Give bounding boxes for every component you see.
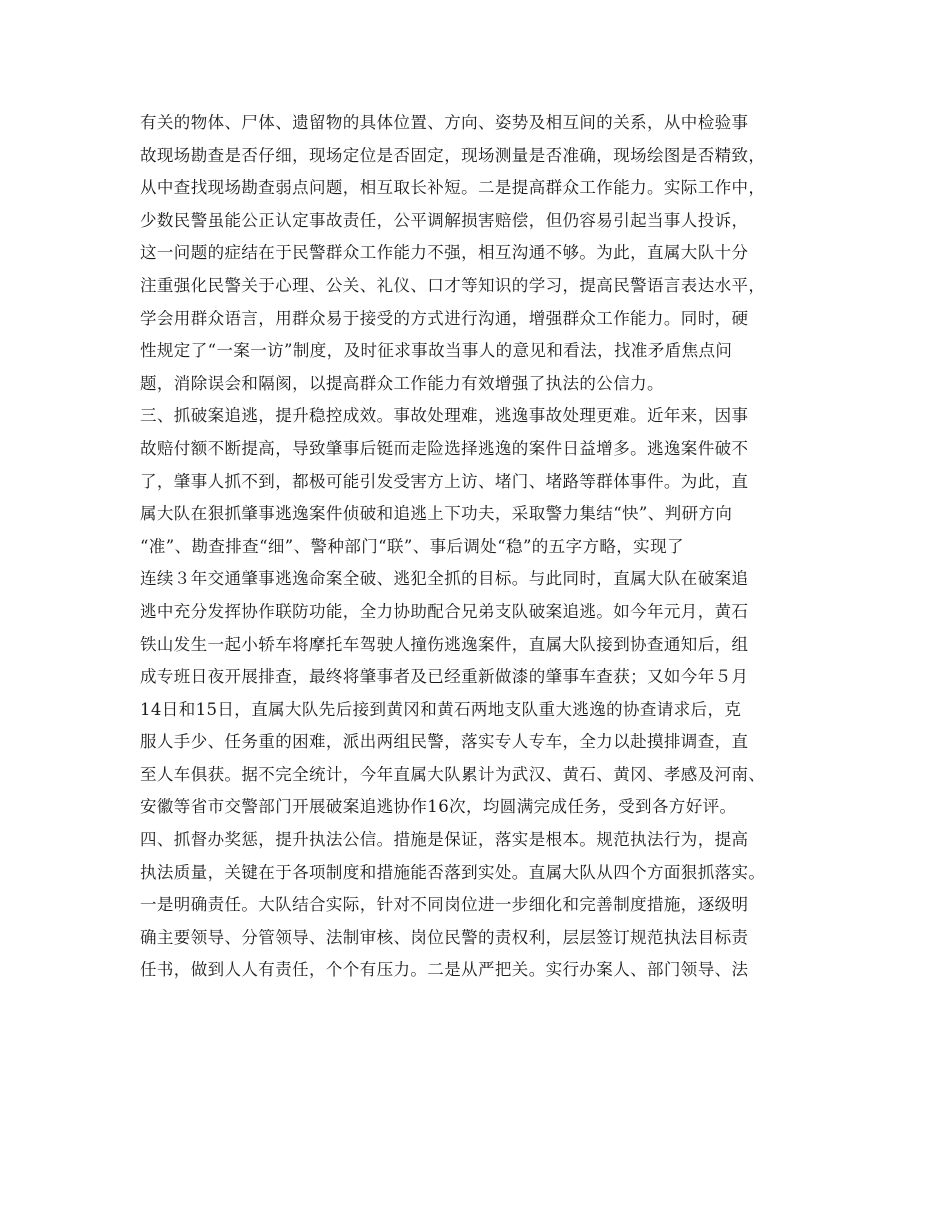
text-line: 这一问题的症结在于民警群众工作能力不强，相互沟通不够。为此，直属大队十分 <box>140 243 749 263</box>
text-line: 任书，做到人人有责任，个个有压力。二是从严把关。实行办案人、部门领导、法 <box>140 960 749 980</box>
text-line: 学会用群众语言，用群众易于接受的方式进行沟通，增强群众工作能力。同时，硬 <box>140 308 749 328</box>
text-line: 了，肇事人抓不到，都极可能引发受害方上访、堵门、堵路等群体事件。为此，直 <box>140 471 749 491</box>
section-heading-line: 三、抓破案追逃，提升稳控成效。事故处理难，逃逸事故处理更难。近年来，因事 <box>140 406 749 426</box>
text-line: 注重强化民警关于心理、公关、礼仪、口才等知识的学习，提高民警语言表达水平， <box>140 275 766 295</box>
text-line: 安徽等省市交警部门开展破案追逃协作16次，均圆满完成任务，受到各方好评。 <box>140 797 737 817</box>
text-line: 执法质量，关键在于各项制度和措施能否落到实处。直属大队从四个方面狠抓落实。 <box>140 862 766 882</box>
text-line: 确主要领导、分管领导、法制审核、岗位民警的责权利，层层签订规范执法目标责 <box>140 927 749 947</box>
body-text <box>140 107 830 987</box>
text-line: 故赔付额不断提高，导致肇事后铤而走险选择逃逸的案件日益增多。逃逸案件破不 <box>140 438 749 458</box>
text-line: 铁山发生一起小轿车将摩托车驾驶人撞伤逃逸案件，直属大队接到协查通知后，组 <box>140 634 749 654</box>
text-line: 从中查找现场勘查弱点问题，相互取长补短。二是提高群众工作能力。实际工作中， <box>140 178 766 198</box>
text-line: 少数民警虽能公正认定事故责任，公平调解损害赔偿，但仍容易引起当事人投诉， <box>140 210 749 230</box>
text-line: 连续３年交通肇事逃逸命案全破、逃犯全抓的目标。与此同时，直属大队在破案追 <box>140 569 749 589</box>
text-line: 服人手少、任务重的困难，派出两组民警，落实专人专车，全力以赴摸排调查，直 <box>140 732 749 752</box>
text-line: 故现场勘查是否仔细，现场定位是否固定，现场测量是否准确，现场绘图是否精致， <box>140 145 766 165</box>
text-line: 题，消除误会和隔阂，以提高群众工作能力有效增强了执法的公信力。 <box>140 373 664 393</box>
text-line: “准”、勘查排查“细”、警种部门“联”、事后调处“稳”的五字方略，实现了 <box>140 536 684 556</box>
text-line: 性规定了“一案一访”制度，及时征求事故当事人的意见和看法，找准矛盾焦点问 <box>140 341 733 361</box>
text-line: 至人车俱获。据不完全统计，今年直属大队累计为武汉、黄石、黄冈、孝感及河南、 <box>140 764 766 784</box>
text-line: 属大队在狠抓肇事逃逸案件侦破和追逃上下功夫，采取警力集结“快”、判研方向 <box>140 504 733 524</box>
text-line: 成专班日夜开展排查，最终将肇事者及已经重新做漆的肇事车查获；又如今年５月 <box>140 667 749 687</box>
text-line: 有关的物体、尸体、遗留物的具体位置、方向、姿势及相互间的关系，从中检验事 <box>140 113 749 132</box>
text-line: 14日和15日，直属大队先后接到黄冈和黄石两地支队重大逃逸的协查请求后，克 <box>140 699 742 719</box>
section-heading-line: 四、抓督办奖惩，提升执法公信。措施是保证，落实是根本。规范执法行为，提高 <box>140 830 749 850</box>
text-line: 一是明确责任。大队结合实际，针对不同岗位进一步细化和完善制度措施，逐级明 <box>140 895 749 915</box>
text-line: 逃中充分发挥协作联防功能，全力协助配合兄弟支队破案追逃。如今年元月，黄石 <box>140 601 749 621</box>
